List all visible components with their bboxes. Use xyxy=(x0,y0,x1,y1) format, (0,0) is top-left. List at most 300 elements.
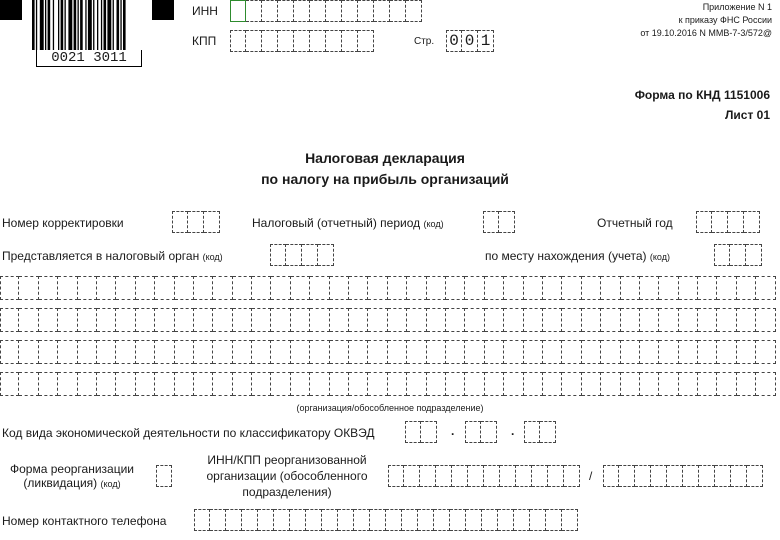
input-cell[interactable] xyxy=(58,308,77,332)
input-cell[interactable] xyxy=(524,308,543,332)
page-digit: 1 xyxy=(478,30,494,52)
input-cell[interactable] xyxy=(246,0,262,22)
input-cell[interactable] xyxy=(405,421,421,443)
input-cell[interactable] xyxy=(0,276,19,300)
input-cell[interactable] xyxy=(136,340,155,364)
period-label-text: Налоговый (отчетный) период xyxy=(252,216,421,230)
authority-label-text: Представляется в налоговый орган xyxy=(2,249,200,263)
input-cell[interactable] xyxy=(349,276,368,300)
barcode-number: 0021 3011 xyxy=(36,50,142,67)
okved-field-part3[interactable] xyxy=(524,421,556,443)
input-cell[interactable] xyxy=(717,308,736,332)
input-cell[interactable] xyxy=(19,340,38,364)
input-cell[interactable] xyxy=(543,276,562,300)
input-cell[interactable] xyxy=(194,340,213,364)
input-cell[interactable] xyxy=(368,308,387,332)
input-cell[interactable] xyxy=(390,0,406,22)
input-cell[interactable] xyxy=(310,372,329,396)
input-cell[interactable] xyxy=(358,0,374,22)
input-cell[interactable] xyxy=(601,308,620,332)
inn-label: ИНН xyxy=(192,4,218,18)
input-cell[interactable] xyxy=(302,244,318,266)
input-cell[interactable] xyxy=(374,0,390,22)
input-cell[interactable] xyxy=(175,308,194,332)
input-cell[interactable] xyxy=(368,372,387,396)
input-cell[interactable] xyxy=(619,465,635,487)
input-cell[interactable] xyxy=(717,372,736,396)
input-cell[interactable] xyxy=(524,340,543,364)
input-cell[interactable] xyxy=(640,308,659,332)
input-cell[interactable] xyxy=(262,0,278,22)
input-cell[interactable] xyxy=(562,340,581,364)
input-cell[interactable] xyxy=(342,0,358,22)
input-cell[interactable] xyxy=(213,276,232,300)
organization-name-field[interactable] xyxy=(0,276,776,404)
input-cell[interactable] xyxy=(291,340,310,364)
input-cell[interactable] xyxy=(481,421,497,443)
input-cell[interactable] xyxy=(19,308,38,332)
input-cell[interactable] xyxy=(136,372,155,396)
input-cell[interactable] xyxy=(601,340,620,364)
input-cell[interactable] xyxy=(19,276,38,300)
input-cell[interactable] xyxy=(322,509,338,531)
input-cell[interactable] xyxy=(564,465,580,487)
input-cell[interactable] xyxy=(39,308,58,332)
input-cell[interactable] xyxy=(58,372,77,396)
input-cell[interactable] xyxy=(485,308,504,332)
input-cell[interactable] xyxy=(427,276,446,300)
input-cell[interactable] xyxy=(621,372,640,396)
input-cell[interactable] xyxy=(246,30,262,52)
input-cell[interactable] xyxy=(737,308,756,332)
input-cell[interactable] xyxy=(562,276,581,300)
input-cell[interactable] xyxy=(640,340,659,364)
input-cell[interactable] xyxy=(97,372,116,396)
barcode-bar xyxy=(117,0,120,50)
input-cell[interactable] xyxy=(310,276,329,300)
input-cell[interactable] xyxy=(667,465,683,487)
input-cell[interactable] xyxy=(683,465,699,487)
input-cell[interactable] xyxy=(388,372,407,396)
organization-name-row[interactable] xyxy=(0,276,776,300)
input-cell[interactable] xyxy=(737,276,756,300)
input-cell[interactable] xyxy=(698,372,717,396)
input-cell[interactable] xyxy=(485,276,504,300)
input-cell[interactable] xyxy=(696,211,712,233)
input-cell[interactable] xyxy=(543,308,562,332)
input-cell[interactable] xyxy=(388,465,404,487)
input-cell[interactable] xyxy=(482,509,498,531)
barcode-bar xyxy=(104,0,107,50)
input-cell[interactable] xyxy=(278,0,294,22)
input-cell[interactable] xyxy=(728,211,744,233)
input-cell[interactable] xyxy=(699,465,715,487)
input-cell[interactable] xyxy=(291,276,310,300)
reorg-form-field[interactable] xyxy=(156,465,172,487)
input-cell[interactable] xyxy=(562,372,581,396)
input-cell[interactable] xyxy=(326,30,342,52)
input-cell[interactable] xyxy=(498,509,514,531)
input-cell[interactable] xyxy=(291,372,310,396)
input-cell[interactable] xyxy=(407,276,426,300)
input-cell[interactable] xyxy=(504,372,523,396)
year-field[interactable] xyxy=(696,211,760,233)
reorg-label-text: (ликвидация) xyxy=(23,476,98,490)
input-cell[interactable] xyxy=(731,465,747,487)
input-cell[interactable] xyxy=(543,372,562,396)
input-cell[interactable] xyxy=(434,509,450,531)
input-cell[interactable] xyxy=(226,509,242,531)
input-cell[interactable] xyxy=(562,308,581,332)
input-cell[interactable] xyxy=(58,340,77,364)
input-cell[interactable] xyxy=(402,509,418,531)
input-cell[interactable] xyxy=(562,509,578,531)
input-cell[interactable] xyxy=(252,308,271,332)
input-cell[interactable] xyxy=(318,244,334,266)
input-cell[interactable] xyxy=(427,340,446,364)
input-cell[interactable] xyxy=(756,308,775,332)
input-cell[interactable] xyxy=(194,308,213,332)
input-cell[interactable] xyxy=(155,308,174,332)
reorg-code-hint: (код) xyxy=(100,479,121,489)
input-cell[interactable] xyxy=(78,340,97,364)
input-cell[interactable] xyxy=(271,276,290,300)
input-cell[interactable] xyxy=(543,340,562,364)
barcode-bar xyxy=(85,0,86,50)
input-cell[interactable] xyxy=(354,509,370,531)
input-cell[interactable] xyxy=(306,509,322,531)
input-cell[interactable] xyxy=(233,276,252,300)
input-cell[interactable] xyxy=(404,465,420,487)
correction-field[interactable] xyxy=(172,211,220,233)
input-cell[interactable] xyxy=(204,211,220,233)
input-cell[interactable] xyxy=(175,372,194,396)
input-cell[interactable] xyxy=(194,276,213,300)
input-cell[interactable] xyxy=(156,465,172,487)
input-cell[interactable] xyxy=(640,276,659,300)
input-cell[interactable] xyxy=(233,308,252,332)
input-cell[interactable] xyxy=(172,211,188,233)
okved-dot: . xyxy=(451,424,455,438)
input-cell[interactable] xyxy=(310,340,329,364)
location-field[interactable] xyxy=(714,244,762,266)
authority-field[interactable] xyxy=(270,244,334,266)
barcode-bar xyxy=(113,0,114,50)
input-cell[interactable] xyxy=(659,340,678,364)
input-cell[interactable] xyxy=(39,340,58,364)
input-cell[interactable] xyxy=(194,372,213,396)
input-cell[interactable] xyxy=(747,465,763,487)
input-cell[interactable] xyxy=(524,372,543,396)
page-number-field[interactable] xyxy=(446,30,494,52)
location-code-hint: (код) xyxy=(649,252,670,262)
input-cell[interactable] xyxy=(406,0,422,22)
input-cell[interactable] xyxy=(188,211,204,233)
input-cell[interactable] xyxy=(737,372,756,396)
input-cell[interactable] xyxy=(286,244,302,266)
input-cell[interactable] xyxy=(262,30,278,52)
barcode-bar xyxy=(58,0,59,50)
input-cell[interactable] xyxy=(548,465,564,487)
input-cell[interactable] xyxy=(294,0,310,22)
organization-caption: (организация/обособленное подразделение) xyxy=(296,403,484,413)
input-cell[interactable] xyxy=(155,372,174,396)
input-cell[interactable] xyxy=(452,465,468,487)
input-cell[interactable] xyxy=(659,276,678,300)
input-cell[interactable] xyxy=(407,372,426,396)
input-cell[interactable] xyxy=(485,340,504,364)
input-cell[interactable] xyxy=(465,340,484,364)
input-cell[interactable] xyxy=(39,372,58,396)
input-cell[interactable] xyxy=(116,276,135,300)
input-cell[interactable] xyxy=(446,276,465,300)
input-cell[interactable] xyxy=(504,276,523,300)
input-cell[interactable] xyxy=(659,308,678,332)
barcode-bar xyxy=(40,0,44,50)
input-cell[interactable] xyxy=(499,211,515,233)
input-cell[interactable] xyxy=(388,340,407,364)
input-cell[interactable] xyxy=(466,509,482,531)
input-cell[interactable] xyxy=(388,308,407,332)
input-cell[interactable] xyxy=(715,465,731,487)
kpp-field[interactable] xyxy=(230,30,374,52)
barcode-bar xyxy=(68,0,72,50)
input-cell[interactable] xyxy=(175,276,194,300)
input-cell[interactable] xyxy=(326,0,342,22)
input-cell[interactable] xyxy=(358,30,374,52)
organization-name-row[interactable] xyxy=(0,308,776,332)
input-cell[interactable] xyxy=(698,276,717,300)
input-cell[interactable] xyxy=(252,372,271,396)
input-cell[interactable] xyxy=(465,276,484,300)
input-cell[interactable] xyxy=(468,465,484,487)
reorg-inn-field[interactable] xyxy=(388,465,580,487)
barcode-icon xyxy=(32,0,144,50)
input-cell[interactable] xyxy=(330,372,349,396)
input-cell[interactable] xyxy=(446,340,465,364)
input-cell[interactable] xyxy=(270,244,286,266)
input-cell[interactable] xyxy=(213,340,232,364)
inn-field[interactable] xyxy=(230,0,422,22)
input-cell[interactable] xyxy=(500,465,516,487)
input-cell[interactable] xyxy=(756,372,775,396)
input-cell[interactable] xyxy=(698,308,717,332)
barcode-bar xyxy=(36,0,37,50)
input-cell[interactable] xyxy=(19,372,38,396)
organization-name-row[interactable] xyxy=(0,340,776,364)
input-cell[interactable] xyxy=(436,465,452,487)
input-cell[interactable] xyxy=(233,372,252,396)
input-cell[interactable] xyxy=(386,509,402,531)
input-cell[interactable] xyxy=(78,372,97,396)
input-cell[interactable] xyxy=(485,372,504,396)
input-cell[interactable] xyxy=(0,372,19,396)
input-cell[interactable] xyxy=(271,340,290,364)
input-cell[interactable] xyxy=(349,308,368,332)
input-cell[interactable] xyxy=(0,340,19,364)
period-label xyxy=(252,216,444,230)
input-cell[interactable] xyxy=(330,340,349,364)
input-cell[interactable] xyxy=(582,276,601,300)
input-cell[interactable] xyxy=(230,30,246,52)
input-cell[interactable] xyxy=(290,509,306,531)
input-cell[interactable] xyxy=(621,340,640,364)
input-cell[interactable] xyxy=(420,465,436,487)
input-cell[interactable] xyxy=(58,276,77,300)
input-cell[interactable] xyxy=(294,30,310,52)
input-cell[interactable] xyxy=(446,372,465,396)
input-cell[interactable] xyxy=(330,308,349,332)
input-cell[interactable] xyxy=(194,509,210,531)
input-cell[interactable] xyxy=(635,465,651,487)
input-cell[interactable] xyxy=(291,308,310,332)
input-cell[interactable] xyxy=(213,372,232,396)
input-cell[interactable] xyxy=(737,340,756,364)
input-cell[interactable] xyxy=(175,340,194,364)
input-cell[interactable] xyxy=(651,465,667,487)
input-cell[interactable] xyxy=(116,372,135,396)
okved-field-part1[interactable] xyxy=(405,421,437,443)
input-cell[interactable] xyxy=(97,276,116,300)
input-cell[interactable] xyxy=(679,308,698,332)
input-cell[interactable] xyxy=(310,30,326,52)
input-cell[interactable] xyxy=(116,340,135,364)
input-cell[interactable] xyxy=(258,509,274,531)
input-cell[interactable] xyxy=(342,30,358,52)
input-cell[interactable] xyxy=(210,509,226,531)
input-cell[interactable] xyxy=(756,276,775,300)
input-cell[interactable] xyxy=(338,509,354,531)
input-cell[interactable] xyxy=(659,372,678,396)
input-cell[interactable] xyxy=(370,509,386,531)
input-cell[interactable] xyxy=(717,276,736,300)
input-cell[interactable] xyxy=(427,308,446,332)
input-cell[interactable] xyxy=(136,276,155,300)
input-cell[interactable] xyxy=(155,340,174,364)
input-cell[interactable] xyxy=(78,276,97,300)
reorg-kpp-field[interactable] xyxy=(603,465,763,487)
input-cell[interactable] xyxy=(349,340,368,364)
input-cell[interactable] xyxy=(368,276,387,300)
input-cell[interactable] xyxy=(756,340,775,364)
input-cell[interactable] xyxy=(271,372,290,396)
input-cell[interactable] xyxy=(524,276,543,300)
input-cell[interactable] xyxy=(388,276,407,300)
input-cell[interactable] xyxy=(714,244,730,266)
input-cell[interactable] xyxy=(230,0,246,22)
input-cell[interactable] xyxy=(450,509,466,531)
location-label-text: по месту нахождения (учета) xyxy=(485,249,647,263)
input-cell[interactable] xyxy=(97,340,116,364)
input-cell[interactable] xyxy=(310,308,329,332)
input-cell[interactable] xyxy=(0,308,19,332)
input-cell[interactable] xyxy=(484,465,500,487)
input-cell[interactable] xyxy=(483,211,499,233)
input-cell[interactable] xyxy=(717,340,736,364)
input-cell[interactable] xyxy=(446,308,465,332)
barcode-bar xyxy=(97,0,98,50)
input-cell[interactable] xyxy=(421,421,437,443)
input-cell[interactable] xyxy=(407,340,426,364)
corner-marker-left xyxy=(0,0,22,20)
input-cell[interactable] xyxy=(252,340,271,364)
input-cell[interactable] xyxy=(155,276,174,300)
input-cell[interactable] xyxy=(540,421,556,443)
input-cell[interactable] xyxy=(274,509,290,531)
input-cell[interactable] xyxy=(679,276,698,300)
appendix-line: к приказу ФНС России xyxy=(678,15,772,25)
input-cell[interactable] xyxy=(603,465,619,487)
input-cell[interactable] xyxy=(233,340,252,364)
input-cell[interactable] xyxy=(271,308,290,332)
barcode-bar xyxy=(53,0,54,50)
input-cell[interactable] xyxy=(532,465,548,487)
input-cell[interactable] xyxy=(136,308,155,332)
input-cell[interactable] xyxy=(530,509,546,531)
input-cell[interactable] xyxy=(744,211,760,233)
input-cell[interactable] xyxy=(116,308,135,332)
input-cell[interactable] xyxy=(514,509,530,531)
input-cell[interactable] xyxy=(746,244,762,266)
okved-field-part2[interactable] xyxy=(465,421,497,443)
input-cell[interactable] xyxy=(427,372,446,396)
organization-name-row[interactable] xyxy=(0,372,776,396)
input-cell[interactable] xyxy=(679,340,698,364)
input-cell[interactable] xyxy=(252,276,271,300)
input-cell[interactable] xyxy=(278,30,294,52)
input-cell[interactable] xyxy=(582,308,601,332)
input-cell[interactable] xyxy=(97,308,116,332)
input-cell[interactable] xyxy=(640,372,659,396)
input-cell[interactable] xyxy=(601,372,620,396)
input-cell[interactable] xyxy=(601,276,620,300)
input-cell[interactable] xyxy=(730,244,746,266)
barcode-bar xyxy=(80,0,83,50)
input-cell[interactable] xyxy=(368,340,387,364)
input-cell[interactable] xyxy=(621,308,640,332)
barcode-bar xyxy=(101,0,102,50)
input-cell[interactable] xyxy=(712,211,728,233)
input-cell[interactable] xyxy=(465,308,484,332)
input-cell[interactable] xyxy=(546,509,562,531)
input-cell[interactable] xyxy=(330,276,349,300)
input-cell[interactable] xyxy=(582,372,601,396)
appendix-line: Приложение N 1 xyxy=(702,2,772,12)
input-cell[interactable] xyxy=(698,340,717,364)
input-cell[interactable] xyxy=(621,276,640,300)
input-cell[interactable] xyxy=(418,509,434,531)
input-cell[interactable] xyxy=(465,421,481,443)
input-cell[interactable] xyxy=(516,465,532,487)
input-cell[interactable] xyxy=(465,372,484,396)
input-cell[interactable] xyxy=(504,340,523,364)
input-cell[interactable] xyxy=(78,308,97,332)
input-cell[interactable] xyxy=(582,340,601,364)
input-cell[interactable] xyxy=(310,0,326,22)
phone-field[interactable] xyxy=(194,509,578,531)
input-cell[interactable] xyxy=(524,421,540,443)
input-cell[interactable] xyxy=(407,308,426,332)
reorg-inn-label xyxy=(192,452,382,500)
input-cell[interactable] xyxy=(39,276,58,300)
input-cell[interactable] xyxy=(213,308,232,332)
input-cell[interactable] xyxy=(349,372,368,396)
period-field[interactable] xyxy=(483,211,515,233)
input-cell[interactable] xyxy=(679,372,698,396)
input-cell[interactable] xyxy=(504,308,523,332)
input-cell[interactable] xyxy=(242,509,258,531)
reorg-label-line2 xyxy=(2,476,142,490)
